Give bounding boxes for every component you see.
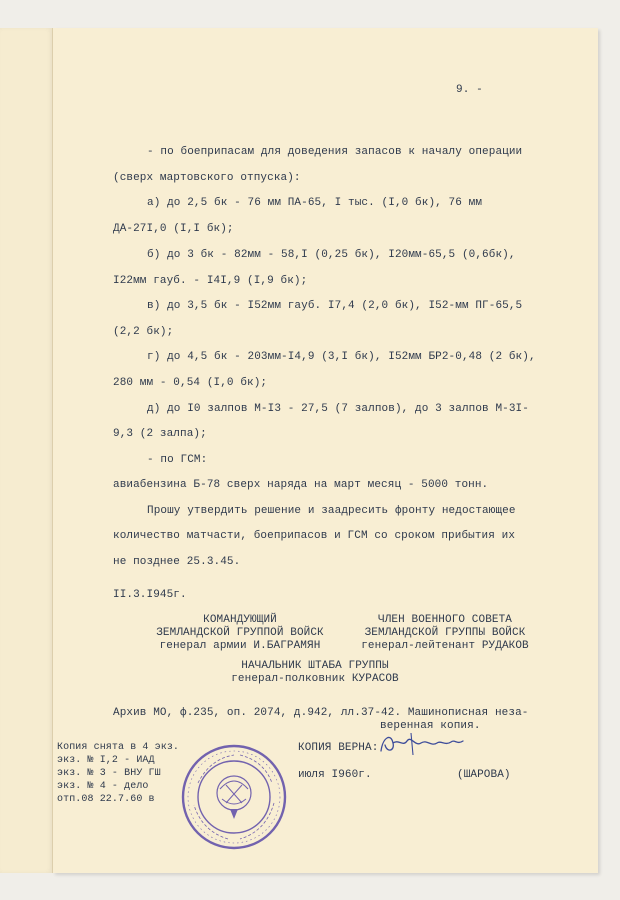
signatory-left-unit: ЗЕМЛАНДСКОЙ ГРУППОЙ ВОЙСК [156,627,324,639]
request-line: Прошу утвердить решение и заадресить фронту недостающее [147,505,516,517]
archive-reference: Архив МО, ф.235, оп. 2074, д.942, лл.37-42. Машинописная неза- [113,707,529,719]
signatory-left-name: генерал армии И.БАГРАМЯН [159,640,321,652]
gsm-line: авиабензина Б-78 сверх наряда на март месяц - 5000 тонн. [113,479,489,491]
signatory-left-title: КОМАНДУЮЩИЙ [203,614,277,626]
copy-verified-label: КОПИЯ ВЕРНА: [298,742,379,754]
archive-reference-cont: веренная копия. [380,720,481,732]
list-item-d: д) до I0 залпов М-I3 - 27,5 (7 залпов), до 3 залпов М-3I- [147,403,529,415]
list-item-a: а) до 2,5 бк - 76 мм ПА-65, I тыс. (I,0 бк), 76 мм [147,197,483,209]
verifier-surname: (ШАРОВА) [457,769,511,781]
previous-page-edge [0,28,53,873]
body-line: - по боеприпасам для доведения запасов к началу операции [147,146,523,158]
copy-note: отп.08 22.7.60 в [57,794,155,805]
list-item-v-cont: (2,2 бк); [113,326,174,338]
request-line: количество матчасти, боеприпасов и ГСМ со сроком прибытия их [113,530,516,542]
verification-date: июля I960г. [298,769,372,781]
handwritten-signature [377,729,467,759]
copy-note: экз. № 3 - ВНУ ГШ [57,768,161,779]
list-item-g: г) до 4,5 бк - 203мм-I4,9 (3,I бк), I52мм БР2-0,48 (2 бк), [147,351,536,363]
list-item-d-cont: 9,3 (2 залпа); [113,428,207,440]
copy-note: Копия снята в 4 экз. [57,742,180,753]
request-line: не позднее 25.3.45. [113,556,241,568]
signatory-right-name: генерал-лейтенант РУДАКОВ [361,640,529,652]
list-item-b-cont: I22мм гауб. - I4I,9 (I,9 бк); [113,275,308,287]
document-date: II.3.I945г. [113,589,187,601]
list-item-g-cont: 280 мм - 0,54 (I,0 бк); [113,377,268,389]
list-item-v: в) до 3,5 бк - I52мм гауб. I7,4 (2,0 бк), I52-мм ПГ-65,5 [147,300,523,312]
signatory-right-unit: ЗЕМЛАНДСКОЙ ГРУППЫ ВОЙСК [364,627,526,639]
signatory-center-name: генерал-полковник КУРАСОВ [231,673,399,685]
signatory-right-title: ЧЛЕН ВОЕННОГО СОВЕТА [377,614,513,626]
copy-note: экз. № 4 - дело [57,781,149,792]
body-line: (сверх мартовского отпуска): [113,172,301,184]
list-item-b: б) до 3 бк - 82мм - 58,I (0,25 бк), I20мм-65,5 (0,6бк), [147,249,516,261]
official-round-seal [180,743,288,851]
list-item-a-cont: ДА-27I,0 (I,I бк); [113,223,234,235]
page-number: 9. - [456,84,483,96]
gsm-heading: - по ГСМ: [147,454,208,466]
copy-note: экз. № I,2 - ИАД [57,755,155,766]
signatory-center-title: НАЧАЛЬНИК ШТАБА ГРУППЫ [241,660,389,672]
